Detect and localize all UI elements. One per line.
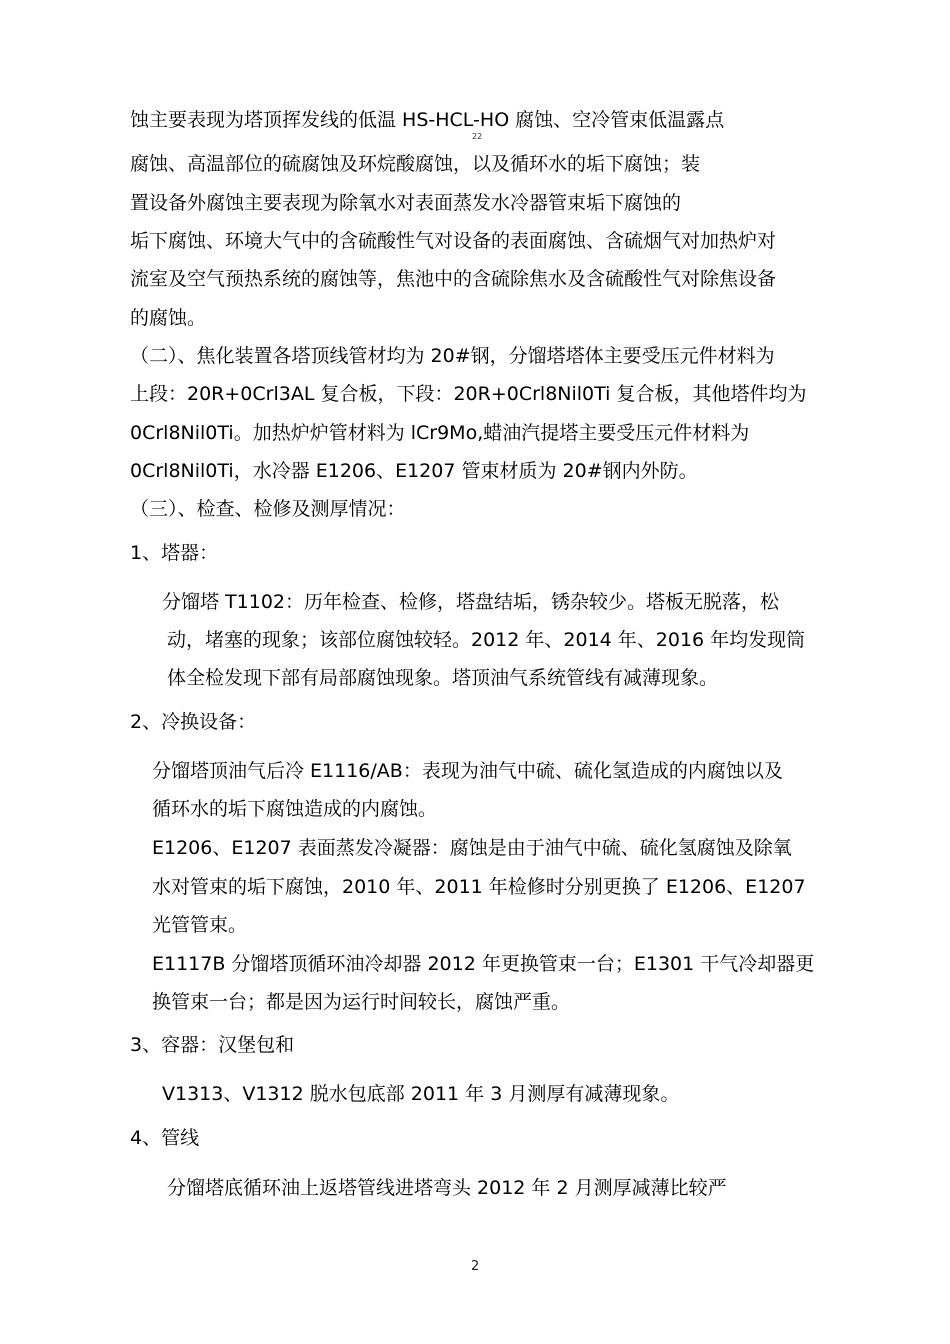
text-line-18: 循环水的垢下腐蚀造成的内腐蚀。 — [152, 798, 438, 820]
text-line-22: E1117B 分馏塔顶循环油冷却器 2012 年更换管束一台；E1301 干气冷却器更 — [152, 953, 815, 975]
text-line-27: 分馏塔底循环油上返塔管线进塔弯头 2012 年 2 月测厚减薄比较严 — [167, 1177, 727, 1199]
subscript-mark: 22 — [472, 132, 483, 141]
subheading-towers: 1、塔器： — [130, 542, 219, 564]
subheading-vessels: 3、容器：汉堡包和 — [130, 1034, 295, 1056]
text-line-1: 蚀主要表现为塔顶挥发线的低温 HS-HCL-HO 腐蚀、空冷管束低温露点 — [130, 109, 725, 131]
text-line-10: 0Crl8Nil0Ti，水冷器 E1206、E1207 管束材质为 20#钢内外防。 — [130, 460, 698, 482]
text-line-19: E1206、E1207 表面蒸发冷凝器：腐蚀是由于油气中硫、硫化氢腐蚀及除氧 — [152, 837, 792, 859]
text-line-17: 分馏塔顶油气后冷 E1116/AB：表现为油气中硫、硫化氢造成的内腐蚀以及 — [152, 760, 783, 782]
text-line-7: （二）、焦化装置各塔顶线管材均为 20#钢，分馏塔塔体主要受压元件材料为 — [130, 345, 775, 367]
text-line-8: 上段：20R+0Crl3AL 复合板，下段：20R+0Crl8Nil0Ti 复合板，其他塔件均为 — [130, 383, 807, 405]
page-number: 2 — [471, 1259, 480, 1274]
text-line-6: 的腐蚀。 — [130, 307, 207, 329]
text-line-3: 置设备外腐蚀主要表现为除氧水对表面蒸发水冷器管束垢下腐蚀的 — [130, 192, 682, 214]
subheading-heat-exchangers: 2、冷换设备： — [130, 711, 257, 733]
text-line-4: 垢下腐蚀、环境大气中的含硫酸性气对设备的表面腐蚀、含硫烟气对加热炉对 — [130, 230, 777, 252]
text-line-5: 流室及空气预热系统的腐蚀等，焦池中的含硫除焦水及含硫酸性气对除焦设备 — [130, 268, 777, 290]
text-line-13: 分馏塔 T1102：历年检查、检修，塔盘结垢，锈杂较少。塔板无脱落，松 — [162, 591, 780, 613]
text-line-20: 水对管束的垢下腐蚀，2010 年、2011 年检修时分别更换了 E1206、E1207 — [152, 876, 806, 898]
text-line-25: V1313、V1312 脱水包底部 2011 年 3 月测厚有减薄现象。 — [162, 1083, 680, 1105]
text-line-9: 0Crl8Nil0Ti。加热炉炉管材料为 lCr9Mo,蜡油汽提塔主要受压元件材料为 — [130, 422, 750, 444]
text-line-14: 动，堵塞的现象；该部位腐蚀较轻。2012 年、2014 年、2016 年均发现筒 — [167, 629, 806, 651]
subheading-pipelines: 4、管线 — [130, 1127, 200, 1149]
text-line-15: 体全检发现下部有局部腐蚀现象。塔顶油气系统管线有减薄现象。 — [167, 667, 719, 689]
text-line-2: 腐蚀、高温部位的硫腐蚀及环烷酸腐蚀，以及循环水的垢下腐蚀；装 — [130, 153, 701, 175]
text-line-23: 换管束一台；都是因为运行时间较长，腐蚀严重。 — [152, 991, 571, 1013]
section-heading-3: （三）、检查、检修及测厚情况： — [130, 498, 406, 520]
text-line-21: 光管管束。 — [152, 914, 248, 936]
